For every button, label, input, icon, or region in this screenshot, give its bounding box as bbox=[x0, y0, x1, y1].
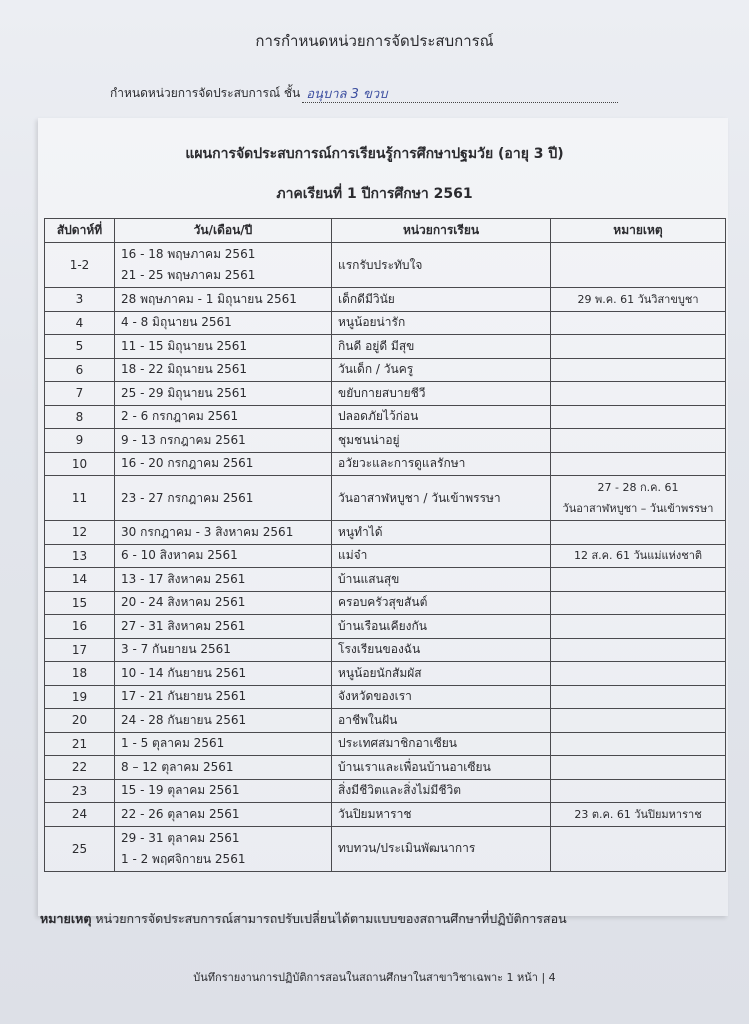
date-line: 13 - 17 สิงหาคม 2561 bbox=[121, 571, 246, 586]
cell-unit: โรงเรียนของฉัน bbox=[332, 638, 551, 662]
cell-week: 25 bbox=[45, 826, 115, 871]
date-line: 3 - 7 กันยายน 2561 bbox=[121, 642, 231, 657]
cell-date bbox=[115, 382, 332, 406]
cell-unit: ประเทศสมาชิกอาเซียน bbox=[332, 732, 551, 756]
cell-week: 14 bbox=[45, 568, 115, 592]
semester-title: ภาคเรียนที่ 1 ปีการศึกษา 2561 bbox=[276, 186, 473, 202]
cell-unit: วันปิยมหาราช bbox=[332, 803, 551, 827]
table-row bbox=[45, 521, 726, 545]
cell-note bbox=[551, 568, 726, 592]
cell-note bbox=[551, 662, 726, 686]
header-unit: หน่วยการเรียน bbox=[332, 219, 551, 243]
cell-unit: บ้านแสนสุข bbox=[332, 568, 551, 592]
date-line: 21 - 25 พฤษภาคม 2561 bbox=[121, 268, 256, 282]
cell-date bbox=[115, 756, 332, 780]
date-line: 29 - 31 ตุลาคม 2561 bbox=[121, 830, 240, 845]
cell-note bbox=[551, 779, 726, 803]
document-title: การกำหนดหน่วยการจัดประสบการณ์ bbox=[255, 32, 494, 50]
cell-unit: กินดี อยู่ดี มีสุข bbox=[332, 335, 551, 359]
table-row bbox=[45, 382, 726, 406]
date-line: 30 กรกฎาคม - 3 สิงหาคม 2561 bbox=[121, 524, 294, 539]
footnote bbox=[40, 909, 567, 929]
cell-date bbox=[115, 709, 332, 733]
table-row bbox=[45, 662, 726, 686]
date-line: 2 - 6 กรกฎาคม 2561 bbox=[121, 409, 239, 424]
date-line: 16 - 18 พฤษภาคม 2561 bbox=[121, 247, 256, 261]
table-row bbox=[45, 405, 726, 429]
cell-week: 22 bbox=[45, 756, 115, 780]
date-line: 20 - 24 สิงหาคม 2561 bbox=[121, 595, 246, 610]
cell-unit: อาชีพในฝัน bbox=[332, 709, 551, 733]
cell-note bbox=[551, 709, 726, 733]
cell-unit: บ้านเรือนเคียงกัน bbox=[332, 615, 551, 639]
table-header-row bbox=[45, 219, 726, 243]
cell-unit: ทบทวน/ประเมินพัฒนาการ bbox=[332, 826, 551, 871]
cell-note bbox=[551, 288, 726, 312]
date-line: 1 - 5 ตุลาคม 2561 bbox=[121, 736, 225, 751]
table-row bbox=[45, 638, 726, 662]
header-date: วัน/เดือน/ปี bbox=[115, 219, 332, 243]
cell-note bbox=[551, 615, 726, 639]
cell-date bbox=[115, 243, 332, 288]
schedule-table bbox=[44, 218, 726, 872]
footnote-text: หน่วยการจัดประสบการณ์สามารถปรับเปลี่ยนได้ตามแบบของสถานศึกษาที่ปฏิบัติการสอน bbox=[91, 911, 567, 926]
date-line: 6 - 10 สิงหาคม 2561 bbox=[121, 548, 238, 563]
cell-date bbox=[115, 591, 332, 615]
header-note: หมายเหตุ bbox=[551, 219, 726, 243]
cell-week: 21 bbox=[45, 732, 115, 756]
date-line: 27 - 31 สิงหาคม 2561 bbox=[121, 618, 246, 633]
table-row bbox=[45, 335, 726, 359]
cell-week: 23 bbox=[45, 779, 115, 803]
cell-date bbox=[115, 476, 332, 521]
cell-date bbox=[115, 615, 332, 639]
cell-unit: แรกรับประทับใจ bbox=[332, 243, 551, 288]
table-row bbox=[45, 568, 726, 592]
note-line: 27 - 28 ก.ค. 61 bbox=[597, 481, 679, 494]
date-line: 15 - 19 ตุลาคม 2561 bbox=[121, 783, 240, 798]
cell-week: 19 bbox=[45, 685, 115, 709]
plan-title: แผนการจัดประสบการณ์การเรียนรู้การศึกษาปฐมวัย (อายุ 3 ปี) bbox=[185, 146, 564, 162]
cell-unit: หนูน้อยน่ารัก bbox=[332, 311, 551, 335]
cell-date bbox=[115, 662, 332, 686]
note-line: 29 พ.ค. 61 วันวิสาขบูชา bbox=[577, 292, 699, 306]
cell-unit: สิ่งมีชีวิตและสิ่งไม่มีชีวิต bbox=[332, 779, 551, 803]
class-level-dotted-field bbox=[302, 88, 618, 103]
table-row bbox=[45, 779, 726, 803]
cell-week: 1-2 bbox=[45, 243, 115, 288]
cell-date bbox=[115, 358, 332, 382]
cell-date bbox=[115, 521, 332, 545]
cell-week: 16 bbox=[45, 615, 115, 639]
cell-note bbox=[551, 803, 726, 827]
cell-note bbox=[551, 452, 726, 476]
cell-date bbox=[115, 311, 332, 335]
class-level-line bbox=[110, 84, 618, 103]
cell-date bbox=[115, 685, 332, 709]
cell-unit: ครอบครัวสุขสันต์ bbox=[332, 591, 551, 615]
date-line: 1 - 2 พฤศจิกายน 2561 bbox=[121, 851, 246, 866]
cell-note bbox=[551, 826, 726, 871]
table-row bbox=[45, 452, 726, 476]
footnote-label: หมายเหตุ bbox=[40, 911, 92, 926]
cell-week: 8 bbox=[45, 405, 115, 429]
table-row bbox=[45, 358, 726, 382]
note-line: 12 ส.ค. 61 วันแม่แห่งชาติ bbox=[573, 549, 703, 563]
cell-unit: จังหวัดของเรา bbox=[332, 685, 551, 709]
cell-unit: แม่จ๋า bbox=[332, 544, 551, 568]
cell-week: 9 bbox=[45, 429, 115, 453]
cell-unit: อวัยวะและการดูแลรักษา bbox=[332, 452, 551, 476]
cell-note bbox=[551, 382, 726, 406]
cell-note bbox=[551, 732, 726, 756]
cell-note bbox=[551, 311, 726, 335]
table-row bbox=[45, 243, 726, 288]
date-line: 25 - 29 มิถุนายน 2561 bbox=[121, 385, 248, 400]
cell-week: 7 bbox=[45, 382, 115, 406]
table-row bbox=[45, 591, 726, 615]
cell-week: 5 bbox=[45, 335, 115, 359]
date-line: 4 - 8 มิถุนายน 2561 bbox=[121, 315, 232, 330]
table-row bbox=[45, 288, 726, 312]
cell-unit: ขยับกายสบายชีวี bbox=[332, 382, 551, 406]
table-row bbox=[45, 732, 726, 756]
cell-note bbox=[551, 544, 726, 568]
cell-date bbox=[115, 779, 332, 803]
date-line: 10 - 14 กันยายน 2561 bbox=[121, 665, 247, 680]
cell-note bbox=[551, 358, 726, 382]
date-line: 23 - 27 กรกฎาคม 2561 bbox=[121, 490, 254, 505]
table-row bbox=[45, 826, 726, 871]
cell-date bbox=[115, 452, 332, 476]
cell-date bbox=[115, 638, 332, 662]
date-line: 8 – 12 ตุลาคม 2561 bbox=[121, 759, 234, 774]
cell-week: 4 bbox=[45, 311, 115, 335]
cell-week: 15 bbox=[45, 591, 115, 615]
date-line: 16 - 20 กรกฎาคม 2561 bbox=[121, 456, 254, 471]
date-line: 9 - 13 กรกฎาคม 2561 bbox=[121, 432, 246, 447]
cell-week: 6 bbox=[45, 358, 115, 382]
cell-note bbox=[551, 476, 726, 521]
note-line: วันอาสาฬหบูชา – วันเข้าพรรษา bbox=[562, 502, 714, 515]
cell-note bbox=[551, 591, 726, 615]
cell-note bbox=[551, 638, 726, 662]
cell-note bbox=[551, 335, 726, 359]
class-level-label: กำหนดหน่วยการจัดประสบการณ์ ชั้น bbox=[110, 86, 301, 100]
cell-unit: หนูทำได้ bbox=[332, 521, 551, 545]
table-row bbox=[45, 476, 726, 521]
cell-unit: วันเด็ก / วันครู bbox=[332, 358, 551, 382]
cell-week: 18 bbox=[45, 662, 115, 686]
table-row bbox=[45, 803, 726, 827]
cell-date bbox=[115, 544, 332, 568]
note-line: 23 ต.ค. 61 วันปิยมหาราช bbox=[574, 807, 702, 821]
cell-week: 13 bbox=[45, 544, 115, 568]
cell-date bbox=[115, 826, 332, 871]
cell-unit: บ้านเราและเพื่อนบ้านอาเซียน bbox=[332, 756, 551, 780]
table-row bbox=[45, 756, 726, 780]
date-line: 24 - 28 กันยายน 2561 bbox=[121, 712, 247, 727]
cell-date bbox=[115, 429, 332, 453]
cell-unit: เด็กดีมีวินัย bbox=[332, 288, 551, 312]
cell-unit: ชุมชนน่าอยู่ bbox=[332, 429, 551, 453]
cell-week: 12 bbox=[45, 521, 115, 545]
cell-unit: วันอาสาฬหบูชา / วันเข้าพรรษา bbox=[332, 476, 551, 521]
cell-week: 3 bbox=[45, 288, 115, 312]
cell-note bbox=[551, 685, 726, 709]
date-line: 22 - 26 ตุลาคม 2561 bbox=[121, 806, 240, 821]
table-row bbox=[45, 544, 726, 568]
cell-unit: หนูน้อยนักสัมผัส bbox=[332, 662, 551, 686]
cell-note bbox=[551, 429, 726, 453]
schedule-body bbox=[45, 243, 726, 872]
cell-note bbox=[551, 243, 726, 288]
cell-note bbox=[551, 521, 726, 545]
cell-date bbox=[115, 568, 332, 592]
cell-week: 20 bbox=[45, 709, 115, 733]
date-line: 11 - 15 มิถุนายน 2561 bbox=[121, 338, 248, 353]
cell-date bbox=[115, 803, 332, 827]
cell-note bbox=[551, 756, 726, 780]
table-row bbox=[45, 311, 726, 335]
cell-week: 11 bbox=[45, 476, 115, 521]
cell-unit: ปลอดภัยไว้ก่อน bbox=[332, 405, 551, 429]
date-line: 18 - 22 มิถุนายน 2561 bbox=[121, 362, 248, 377]
cell-date bbox=[115, 335, 332, 359]
table-row bbox=[45, 429, 726, 453]
table-row bbox=[45, 615, 726, 639]
date-line: 28 พฤษภาคม - 1 มิถุนายน 2561 bbox=[121, 291, 297, 306]
table-row bbox=[45, 709, 726, 733]
class-level-handwritten: อนุบาล 3 ขวบ bbox=[306, 87, 388, 102]
cell-date bbox=[115, 288, 332, 312]
cell-week: 17 bbox=[45, 638, 115, 662]
cell-week: 10 bbox=[45, 452, 115, 476]
cell-note bbox=[551, 405, 726, 429]
cell-date bbox=[115, 405, 332, 429]
table-row bbox=[45, 685, 726, 709]
header-week: สัปดาห์ที่ bbox=[45, 219, 115, 243]
date-line: 17 - 21 กันยายน 2561 bbox=[121, 689, 247, 704]
cell-week: 24 bbox=[45, 803, 115, 827]
page-footer: บันทึกรายงานการปฏิบัติการสอนในสถานศึกษาในสาขาวิชาเฉพาะ 1 หน้า | 4 bbox=[193, 971, 556, 984]
cell-date bbox=[115, 732, 332, 756]
